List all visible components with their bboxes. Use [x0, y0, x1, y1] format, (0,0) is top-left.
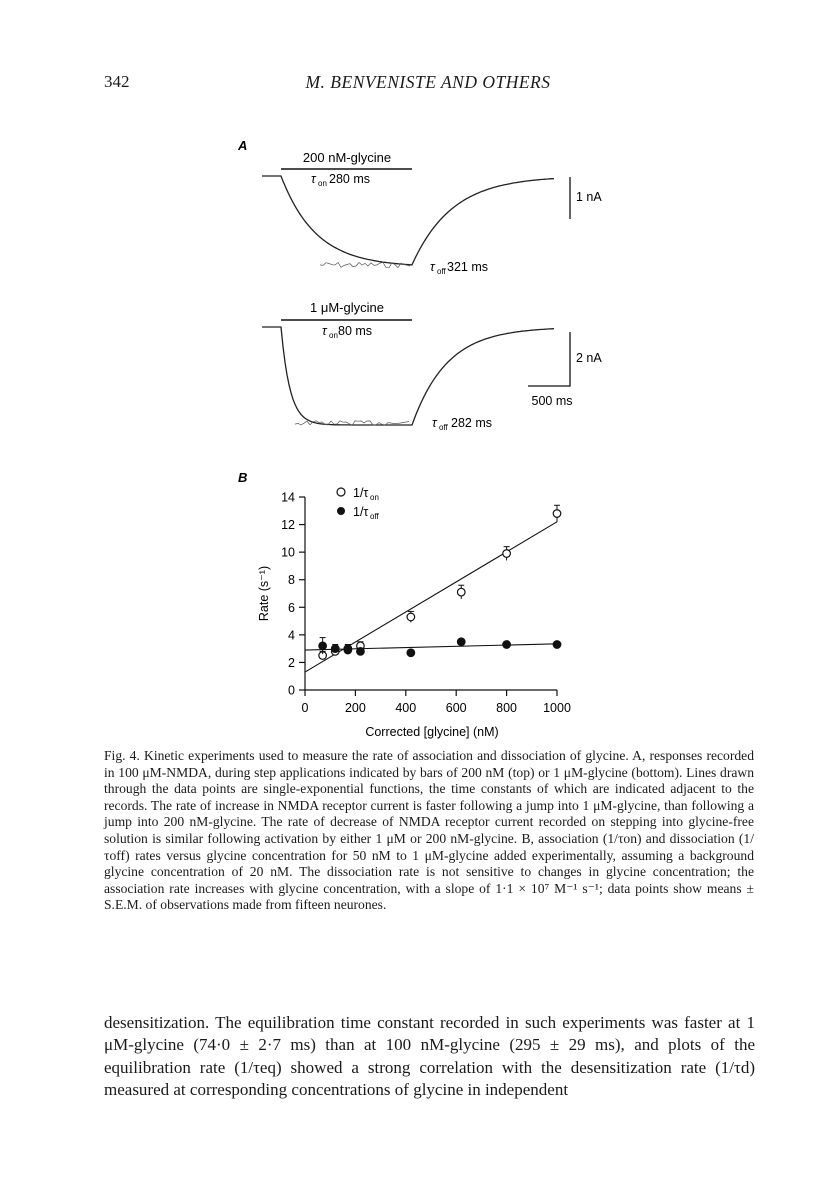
point-tau-on: [553, 510, 561, 518]
trace-top: [262, 150, 602, 276]
trace-bottom-bar-label: 1 μM-glycine: [310, 300, 384, 315]
caption-label: Fig. 4.: [104, 748, 140, 763]
trace-top-scale-label: 1 nA: [576, 190, 602, 204]
y-tick-label: 4: [288, 628, 295, 643]
point-tau-off: [357, 648, 365, 656]
svg-text:on: on: [329, 331, 338, 340]
rate-chart: [257, 491, 571, 740]
y-axis-label: Rate (s⁻¹): [257, 565, 271, 622]
trace-top-current: [262, 176, 554, 265]
point-tau-off: [344, 646, 352, 654]
svg-text:τ: τ: [322, 324, 327, 338]
trace-bottom-scale-bar: [528, 332, 570, 386]
x-tick-label: 400: [395, 701, 417, 715]
svg-text:1/τ: 1/τ: [353, 486, 369, 500]
svg-text:321 ms: 321 ms: [447, 260, 488, 274]
trace-bottom-tau-on: [322, 324, 372, 340]
trace-bottom-current: [262, 327, 554, 425]
fit-line-off: [305, 644, 557, 650]
point-tau-on: [503, 550, 511, 558]
x-tick-label: 200: [344, 701, 366, 715]
legend-filled-label: [353, 505, 380, 521]
x-tick-label: 800: [496, 701, 518, 715]
trace-bottom-tau-off: [432, 416, 492, 432]
trace-top-bar-label: 200 nM-glycine: [302, 150, 392, 165]
point-tau-on: [457, 588, 465, 596]
svg-text:282 ms: 282 ms: [451, 416, 492, 430]
trace-top-tau-on: [311, 172, 370, 188]
data-points: [319, 505, 561, 659]
y-tick-label: 2: [288, 655, 295, 670]
legend-open-marker: [337, 488, 345, 496]
fit-lines: [305, 522, 557, 672]
svg-text:1/τ: 1/τ: [353, 505, 369, 519]
svg-text:off: off: [370, 512, 379, 521]
svg-text:τ: τ: [430, 260, 435, 274]
svg-text:on: on: [370, 493, 379, 502]
trace-bottom: [262, 300, 602, 432]
figure-caption: [104, 748, 754, 914]
legend: [337, 486, 380, 521]
svg-text:off: off: [439, 423, 448, 432]
y-ticks: [281, 491, 305, 698]
svg-text:280 ms: 280 ms: [329, 172, 370, 186]
trace-top-tau-off: [430, 260, 488, 276]
page-number: 342: [104, 72, 130, 91]
point-tau-off: [331, 645, 339, 653]
x-ticks: [302, 690, 571, 715]
y-tick-label: 10: [281, 545, 295, 560]
svg-text:on: on: [318, 179, 327, 188]
x-tick-label: 600: [445, 701, 467, 715]
y-tick-label: 12: [281, 518, 295, 533]
svg-text:80 ms: 80 ms: [338, 324, 373, 338]
panel-b-label: B: [238, 470, 248, 485]
svg-text:off: off: [437, 267, 446, 276]
legend-filled-marker: [337, 507, 345, 515]
legend-open-label: [353, 486, 379, 502]
svg-text:τ: τ: [311, 172, 316, 186]
y-tick-label: 0: [288, 683, 295, 698]
body-paragraph: desensitization. The equilibration time constant recorded in such experiments was faster at 1 μM-glycine (74·0 ± 2·7 ms) than at 100 nM-glycine (295 ± 29 ms), and plots of the equilibration rate (1/τeq) showed a strong correlation with the desensitization rate (1/τd) measured at corresponding concentrations of glycine in independent: [104, 1013, 755, 1100]
x-axis-label: Corrected [glycine] (nM): [365, 725, 499, 739]
trace-bottom-scale-time: 500 ms: [531, 394, 573, 408]
point-tau-off: [457, 638, 465, 646]
point-tau-off: [319, 642, 327, 650]
point-tau-off: [407, 649, 415, 657]
x-tick-label: 1000: [543, 701, 571, 715]
y-tick-label: 6: [288, 600, 295, 615]
panel-a-label: A: [238, 138, 248, 153]
running-head: M. BENVENISTE AND OTHERS: [305, 72, 551, 92]
y-tick-label: 8: [288, 573, 295, 588]
svg-text:τ: τ: [432, 416, 437, 430]
trace-bottom-scale-current: 2 nA: [576, 351, 602, 365]
point-tau-off: [503, 641, 511, 649]
caption-text: Kinetic experiments used to measure the rate of association and dissociation of glycine. A, responses recorded in 100 μM-NMDA, during step applications indicated by bars of 200 nM (top) or 1 μM-glycine (bottom). Lines drawn through the data points are single-exponential functions, the time constants of which are indicated adjacent to the records. The rate of increase in NMDA receptor current is faster following a jump into 1 μM-glycine, than following a jump into 200 nM-glycine. The rate of decrease of NMDA receptor current recorded on stepping into glycine-free solution is similar following activation by either 1 μM or 200 nM-glycine. B, association (1/τon) and dissociation (1/τoff) rates versus glycine concentration for 50 nM to 1 μM-glycine added experimentally, assuming a background glycine concentration of 20 nM. The dissociation rate is not sensitive to changes in glycine concentration; the association rate increases with glycine concentration, with a slope of 1·1 × 10⁷ M⁻¹ s⁻¹; data points show means ± S.E.M. of observations made from fifteen neurones.: [104, 748, 754, 913]
x-tick-label: 0: [301, 701, 309, 715]
point-tau-off: [553, 641, 561, 649]
y-tick-label: 14: [281, 490, 295, 505]
point-tau-on: [407, 613, 415, 621]
